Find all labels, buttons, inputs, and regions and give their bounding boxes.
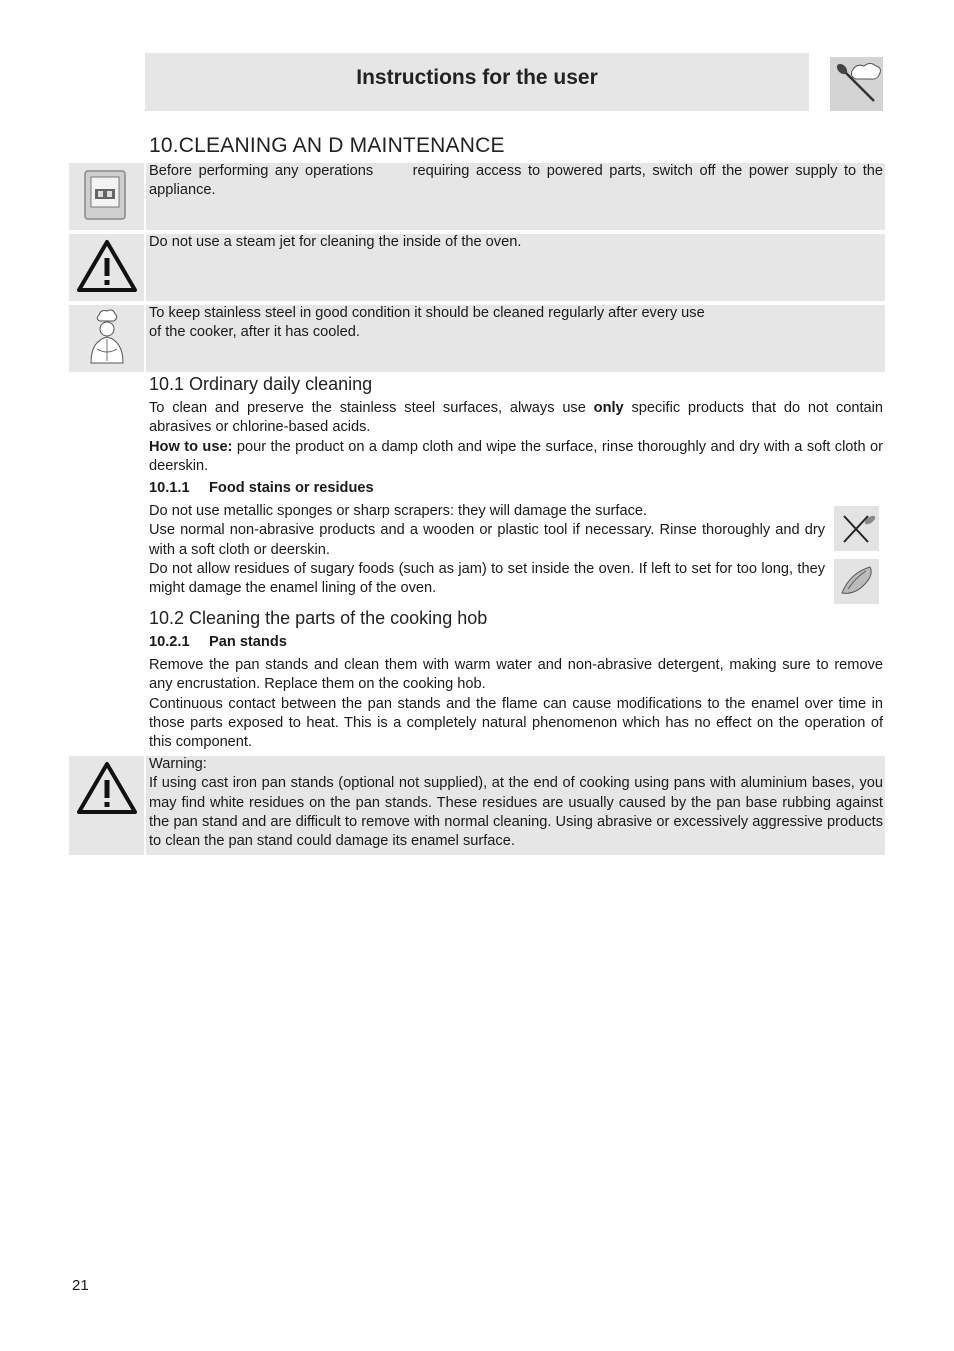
note-2-icon-cell <box>69 234 144 301</box>
note-3-text-line1: To keep stainless steel in good condition it should be cleaned regularly after every use <box>149 305 705 321</box>
note-1-text: Before performing any operations requiring access to powered parts, switch off the power supply to the appliance. <box>149 163 883 199</box>
paragraph-10-1-1-b: Use normal non-abrasive products and a wooden or plastic tool if necessary. Rinse thoroughly and dry with a soft cloth or deerskin. <box>149 522 825 558</box>
header-bar <box>145 53 809 111</box>
section-title: 10.CLEANING AN D MAINTENANCE <box>149 134 505 157</box>
paragraph-10-1-2: How to use: pour the product on a damp cloth and wipe the surface, rinse thoroughly and dry with a soft cloth or deerskin. <box>149 438 883 474</box>
note-1 <box>146 163 885 230</box>
cleaning-cloth-icon <box>834 559 879 604</box>
note-2 <box>146 234 885 301</box>
paragraph-10-2-1-b: Continuous contact between the pan stands and the flame can cause modifications to the enamel over time in those parts exposed to heat. This is a completely natural phenomenon which has no effect on the operation of this component. <box>149 695 883 751</box>
warning-triangle-icon <box>69 756 144 828</box>
paragraph-10-1-1-a: Do not use metallic sponges or sharp scrapers: they will damage the surface. <box>149 503 648 519</box>
paragraph-10-1-1-c: Do not allow residues of sugary foods (such as jam) to set inside the oven. If left to set for too long, they might damage the enamel lining of the oven. <box>149 560 825 597</box>
header-title: Instructions for the user <box>356 66 598 89</box>
paragraph-10-1-1: To clean and preserve the stainless steel surfaces, always use only specific products that do not contain abrasives or chlorine-based acids. <box>149 400 883 436</box>
subsection-title-10-1: 10.1 Ordinary daily cleaning <box>149 374 373 394</box>
note-3 <box>146 305 885 372</box>
paragraph-10-2-1-a: Remove the pan stands and clean them with warm water and non-abrasive detergent, making sure to remove any encrustation. Replace them on the cooking hob. <box>149 657 883 693</box>
subsection-title-10-2-1: 10.2.1 Pan stands <box>149 634 287 650</box>
subsection-10-1-1-body <box>149 502 825 598</box>
warning-box <box>146 756 885 855</box>
subsection-10-2-1-body <box>149 656 883 752</box>
power-switch-icon <box>69 163 144 235</box>
note-1-icon-cell <box>69 163 144 230</box>
warning-text: If using cast iron pan stands (optional not supplied), at the end of cooking using pans with aluminium bases, you may find white residues on the pan stands. These residues are usually caused by the pan base rubbing against the pan stand and are difficult to remove with normal cleaning. Using abrasive or excessively aggressive products to clean the pan stand could damage its enamel surface. <box>149 775 883 850</box>
warning-label: Warning: <box>149 756 207 772</box>
chef-icon <box>69 305 144 377</box>
subsection-title-10-1-1: 10.1.1 Food stains or residues <box>149 480 374 496</box>
subsection-10-1-body <box>149 399 883 476</box>
note-3-icon-cell <box>69 305 144 372</box>
subsection-title-10-2: 10.2 Cleaning the parts of the cooking hob <box>149 608 488 628</box>
spoon-chef-hat-icon <box>830 57 883 111</box>
warning-triangle-icon <box>69 234 144 306</box>
note-2-text: Do not use a steam jet for cleaning the inside of the oven. <box>149 234 522 250</box>
note-3-text-line2: of the cooker, after it has cooled. <box>149 324 360 341</box>
page-number: 21 <box>72 1277 89 1294</box>
warning-icon-cell <box>69 756 144 855</box>
no-scraper-icon <box>834 506 879 551</box>
